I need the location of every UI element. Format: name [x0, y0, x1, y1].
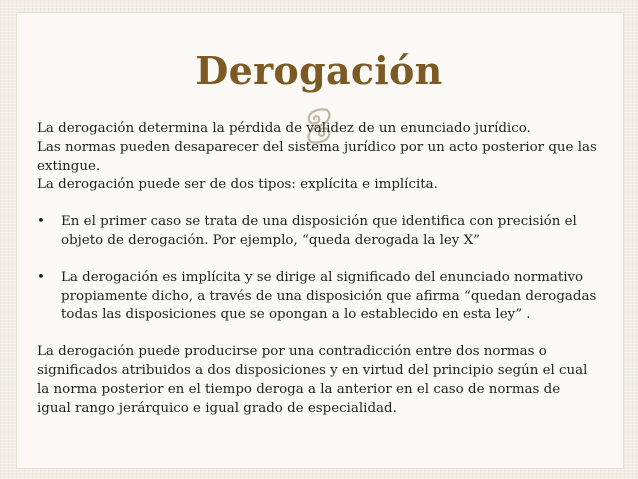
- bullet-marker: •: [37, 269, 45, 285]
- bullet-marker: •: [37, 214, 45, 230]
- bullet-text: En el primer caso se trata de una disposición que identifica con precisión el objeto de derogación. Por ejemplo, “queda derogada la ley X”: [61, 214, 577, 248]
- paragraph-types: La derogación puede ser de dos tipos: explícita e implícita.: [37, 177, 438, 193]
- bullet-item-explicit: [37, 213, 597, 251]
- paragraph-extinction: Las normas pueden desaparecer del sistema jurídico por un acto posterior que las extingue.: [37, 139, 597, 174]
- bullet-item-implicit: [37, 269, 597, 325]
- slide-body: [37, 120, 597, 418]
- slide-title: Derogación: [195, 48, 443, 93]
- bullet-text: La derogación es implícita y se dirige al significado del enunciado normativo propiamente dicho, a través de una disposición que afirma “quedan derogadas todas las disposiciones que se opongan a lo establecido en esta ley” .: [61, 269, 597, 323]
- paragraph-closing: La derogación puede producirse por una contradicción entre dos normas o significados atribuidos a dos disposiciones y en virtud del principio según el cual la norma posterior en el tiempo deroga a la anterior en el caso de normas de igual rango jerárquico e igual grado de especialidad.: [37, 344, 588, 416]
- paragraph-definition: La derogación determina la pérdida de validez de un enunciado jurídico.: [37, 121, 531, 136]
